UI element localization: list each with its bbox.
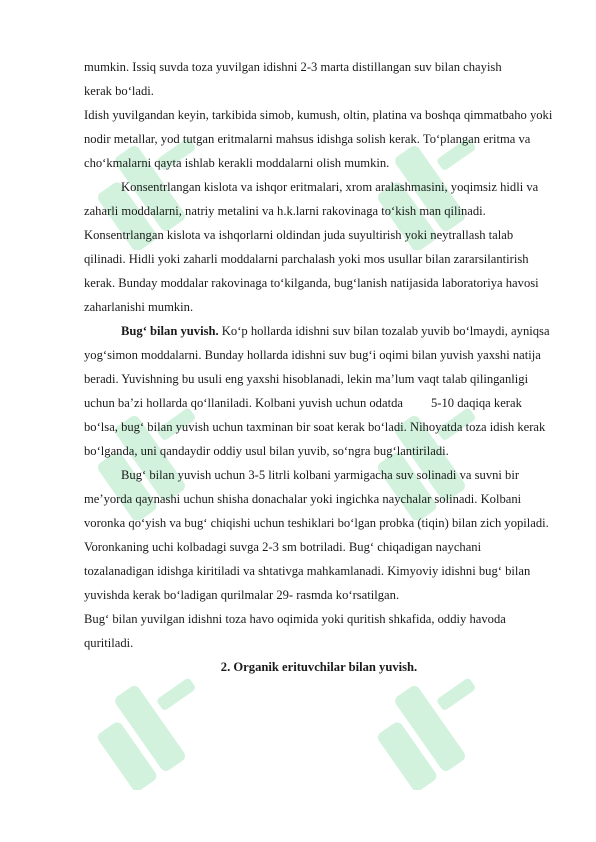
paragraph-drying: Bug‘ bilan yuvilgan idishni toza havo oqimida yoki quritish shkafida, oddiy havoda quritiladi. — [84, 612, 506, 650]
paragraph-text: 5-10 daqiqa kerak bo‘lsa, bug‘ bilan yuvish uchun taxminan bir soat kerak bo‘ladi. Nihoyatda toza idish kerak bo‘lganda, uni qandaydir oddiy usul bilan yuvib, so‘ngra bug‘lantiriladi. — [84, 396, 546, 458]
watermark-logo-icon — [360, 660, 510, 790]
paragraph-acids: Konsentrlangan kislota va ishqor eritmalari, xrom aralashmasini, yoqimsiz hidli va zaharli moddalarni, natriy metalini va h.k.larni rakovinaga to‘kish man qilinadi. Konsentrlangan kislota va ishqorlarni oldindan juda suyultirish yoki neytrallash talab qilinadi. Hidli yoki zaharli moddalarni parchalash yoki mos usullar bilan zararsilantirish kerak. Bunday moddalar rakovinaga to‘kilganda, bug‘lanish natijasida laboratoriya havosi zaharlanishi mumkin. — [84, 180, 539, 314]
paragraph-steam-setup: Bug‘ bilan yuvish uchun 3-5 litrli kolbani yarmigacha suv solinadi va suvni bir me’yorda qaynashi uchun shisha donachalar yoki ingichka naychalar solinadi. Kolbani voronka qo‘yish va bug‘ chiqishi uchun teshiklari bo‘lgan probka (tiqin) bilan zich yopiladi. Voronkaning uchi kolbadagi suvga 2-3 sm botriladi. Bug‘ chiqadigan naychani tozalanadigan idishga kiritiladi va shtativga mahkamlanadi. Kimyoviy idishni bug‘ bilan yuvishda kerak bo‘ladigan qurilmalar 29- rasmda ko‘rsatilgan. — [84, 468, 549, 602]
inline-heading: Bug‘ bilan yuvish. — [121, 324, 219, 338]
section-heading: 2. Organik erituvchilar bilan yuvish. — [220, 660, 418, 674]
document-page — [84, 55, 554, 679]
paragraph-text: Ko‘p hollarda idishni suv bilan tozalab yuvib bo‘lmaydi, ayniqsa yog‘simon moddalarni. Bunday hollarda idishni suv bug‘i oqimi bilan yuvish yaxshi natija beradi. Yuvishning bu usuli eng yaxshi hisoblanadi, lekin ma’lum vaqt talab qilinganligi uchun ba’zi hollarda qo‘llaniladi. Kolbani yuvish uchun odatda — [84, 324, 550, 410]
paragraph-line: mumkin. Issiq suvda toza yuvilgan idishni 2-3 marta distillangan suv bilan chayish — [84, 60, 502, 74]
paragraph-steam-wash — [84, 319, 554, 463]
paragraph-metals: Idish yuvilgandan keyin, tarkibida simob, kumush, oltin, platina va boshqa qimmatbaho yoki nodir metallar, yod tutgan eritmalarni mahsus idishga solish kerak. To‘plangan eritma va cho‘kmalarni qayta ishlab kerakli moddalarni olish mumkin. — [84, 108, 553, 170]
paragraph-line: kerak bo‘ladi. — [84, 84, 154, 98]
watermark-logo-icon — [80, 660, 230, 790]
